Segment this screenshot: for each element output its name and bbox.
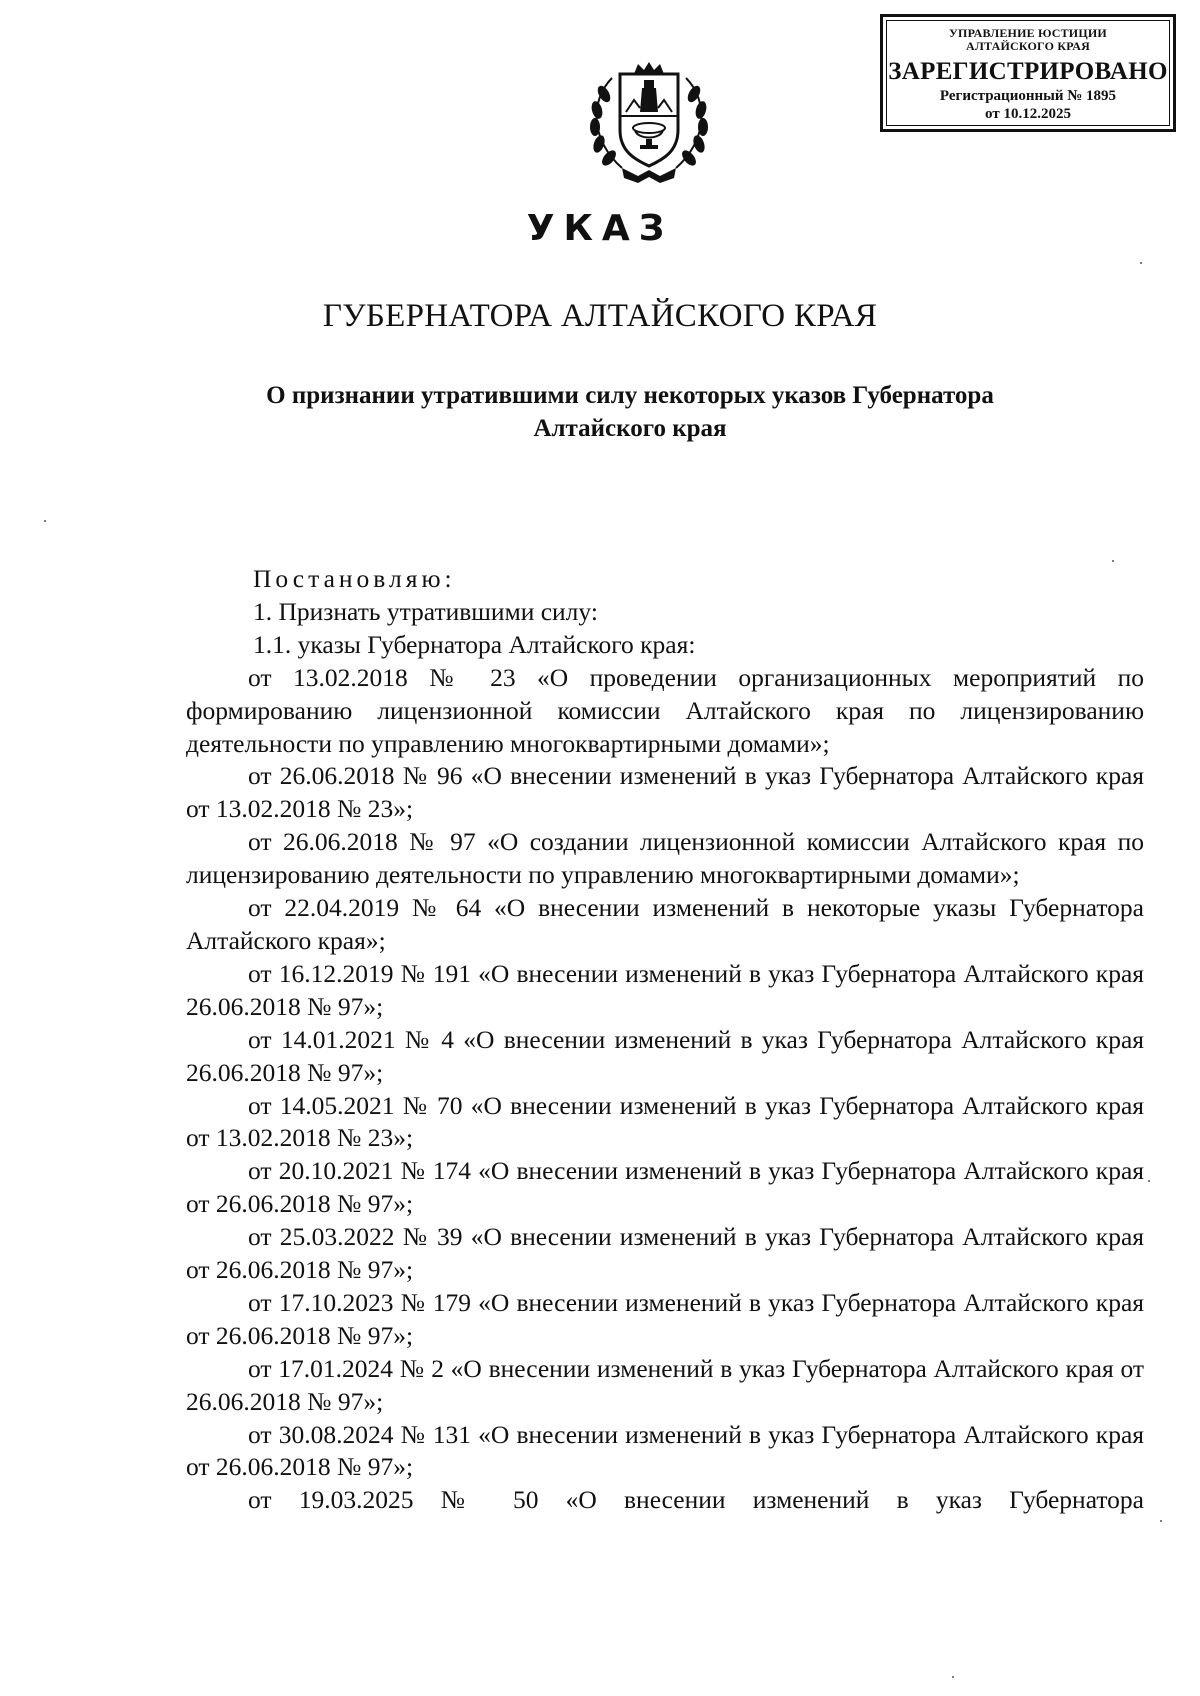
preamble — [186, 563, 1144, 596]
stamp-reg-number: Регистрационный № 1895 — [939, 88, 1117, 104]
point-1: 1. Признать утратившими силу: — [253, 596, 598, 626]
scan-speck — [1160, 1520, 1162, 1522]
point-1-1: 1.1. указы Губернатора Алтайского края: — [253, 629, 696, 659]
scan-speck — [44, 520, 46, 522]
document-type-heading: УКАЗ — [526, 208, 674, 249]
repealed-decree-item: от 30.08.2024 № 131 «О внесении изменений в указ Губернатора Алтайского края от 26.06.2018 № 97»; — [186, 1419, 1144, 1482]
repealed-decree-item: от 22.04.2019 № 64 «О внесении изменений в некоторые указы Губернатора Алтайского края»; — [186, 893, 1144, 955]
repealed-decree-item: от 19.03.2025 № 50 «О внесении изменений в указ Губернатора — [248, 1485, 1144, 1515]
repealed-decree-item: от 13.02.2018 № 23 «О проведении организационных мероприятий по формированию лицензионной комиссии Алтайского края по лицензированию деятельности по управлению многоквартирными домами»; — [186, 662, 1144, 758]
scan-speck — [1140, 262, 1142, 264]
registration-stamp-inner — [886, 20, 1170, 126]
scan-speck — [1148, 1180, 1150, 1182]
repealed-decree-item: от 20.10.2021 № 174 «О внесении изменений в указ Губернатора Алтайского края от 26.06.2018 № 97»; — [186, 1156, 1144, 1219]
stamp-status: ЗАРЕГИСТРИРОВАНО — [888, 58, 1168, 85]
repealed-decree-item: от 25.03.2022 № 39 «О внесении изменений в указ Губернатора Алтайского края от 26.06.2018 № 97»; — [186, 1222, 1144, 1285]
registration-stamp — [880, 14, 1176, 132]
repealed-decree-item: от 17.01.2024 № 2 «О внесении изменений в указ Губернатора Алтайского края от 26.06.2018 № 97»; — [186, 1353, 1144, 1416]
scan-speck — [952, 1676, 954, 1678]
repealed-decree-item: от 17.10.2023 № 179 «О внесении изменений в указ Губернатора Алтайского края от 26.06.2018 № 97»; — [186, 1287, 1144, 1350]
stamp-org-line-2: АЛТАЙСКОГО КРАЯ — [966, 39, 1090, 53]
preamble-text: Постановляю: — [253, 564, 456, 593]
scan-speck — [1112, 560, 1114, 562]
repealed-decree-item: от 14.01.2021 № 4 «О внесении изменений в указ Губернатора Алтайского края 26.06.2018 № 97»; — [186, 1024, 1144, 1087]
stamp-org-line-1: УПРАВЛЕНИЕ ЮСТИЦИИ — [949, 26, 1107, 40]
repealed-decree-item: от 14.05.2021 № 70 «О внесении изменений в указ Губернатора Алтайского края от 13.02.2018 № 23»; — [186, 1090, 1144, 1153]
document-author-heading: ГУБЕРНАТОРА АЛТАЙСКОГО КРАЯ — [322, 298, 878, 334]
repealed-decree-item: от 16.12.2019 № 191 «О внесении изменений в указ Губернатора Алтайского края 26.06.2018 № 97»; — [186, 958, 1144, 1021]
document-body — [186, 563, 1144, 1517]
document-title: О признании утратившими силу некоторых указов Губернатора Алтайского края — [266, 382, 994, 442]
repealed-decree-item: от 26.06.2018 № 97 «О создании лицензионной комиссии Алтайского края по лицензированию деятельности по управлению многоквартирными домами»; — [186, 827, 1144, 890]
repealed-decree-item: от 26.06.2018 № 96 «О внесении изменений в указ Губернатора Алтайского края от 13.02.2018 № 23»; — [186, 761, 1144, 824]
stamp-reg-date: от 10.12.2025 — [985, 106, 1071, 122]
altai-krai-coat-of-arms-icon — [582, 60, 716, 185]
